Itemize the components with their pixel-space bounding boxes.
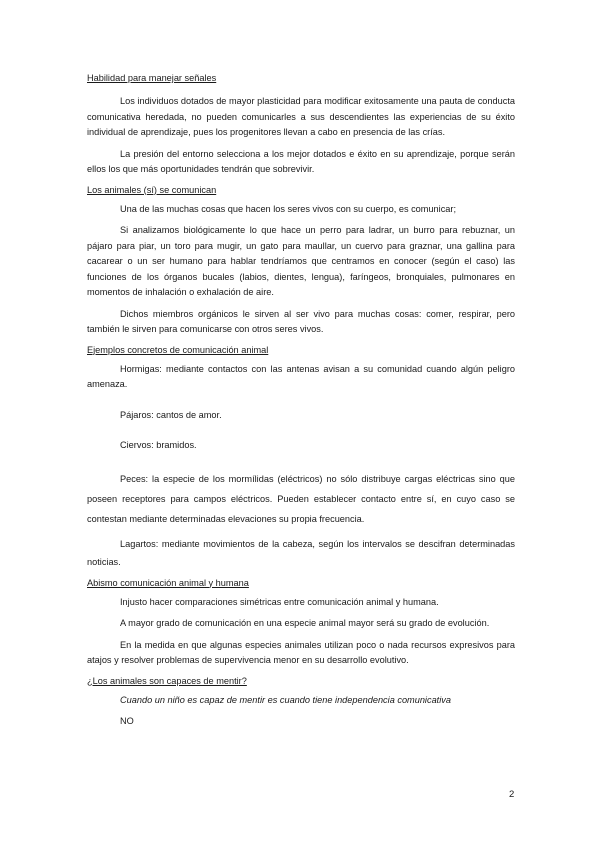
section-heading: Abismo comunicación animal y humana bbox=[87, 577, 249, 588]
paragraph: Cuando un niño es capaz de mentir es cuando tiene independencia comunicativa bbox=[120, 694, 451, 705]
paragraph: Hormigas: mediante contactos con las antenas avisan a su comunidad cuando algún peligro amenaza. bbox=[87, 363, 515, 389]
paragraph: La presión del entorno selecciona a los mejor dotados e éxito en su aprendizaje, porque serán ellos los que más oportunidades tendrán que sobrevivir. bbox=[87, 148, 515, 174]
paragraph: En la medida en que algunas especies animales utilizan poco o nada recursos expresivos para atajos y resolver problemas de supervivencia menor en su desarrollo evolutivo. bbox=[87, 639, 515, 665]
paragraph: Injusto hacer comparaciones simétricas entre comunicación animal y humana. bbox=[120, 596, 439, 607]
page-number: 2 bbox=[509, 789, 515, 800]
section-heading: Ejemplos concretos de comunicación animal bbox=[87, 344, 269, 355]
paragraph: Pájaros: cantos de amor. bbox=[120, 409, 222, 420]
paragraph: Una de las muchas cosas que hacen los seres vivos con su cuerpo, es comunicar; bbox=[120, 203, 457, 214]
paragraph: Peces: la especie de los mormílidas (eléctricos) no sólo distribuye cargas eléctricas sino que poseen receptores para campos eléctricos. Pueden establecer contacto entre sí, en cuyo caso se contestan mediante determinadas elevaciones su propia frecuencia. bbox=[87, 473, 515, 524]
paragraph: Dichos miembros orgánicos le sirven al ser vivo para muchas cosas: comer, respirar, pero también le sirven para comunicarse con otros seres vivos. bbox=[87, 308, 515, 334]
section-heading: ¿Los animales son capaces de mentir? bbox=[87, 675, 247, 686]
paragraph: NO bbox=[120, 716, 134, 726]
document-page bbox=[87, 72, 515, 730]
paragraph: Si analizamos biológicamente lo que hace un perro para ladrar, un burro para rebuznar, un pájaro para piar, un toro para mugir, un gato para maullar, un cuervo para graznar, una gallina para cacarear o un ser humano para hablar tendríamos que centramos en conocer (según el caso) las funciones de los órganos bucales (labios, dientes, lengua), faríngeos, bronquiales, pulmonares en momentos de inhalación o exhalación de aire. bbox=[87, 225, 515, 297]
paragraph: A mayor grado de comunicación en una especie animal mayor será su grado de evolución. bbox=[120, 618, 490, 628]
paragraph: Ciervos: bramidos. bbox=[120, 440, 197, 450]
section-heading: Los animales (sí) se comunican bbox=[87, 184, 217, 195]
paragraph: Los individuos dotados de mayor plasticidad para modificar exitosamente una pauta de conducta comunicativa heredada, no pueden comunicarles a sus descendientes las experiencias de su éxito individual de aprendizaje, pues los progenitores llevan a cabo en presencia de las crías. bbox=[87, 96, 515, 137]
paragraph: Lagartos: mediante movimientos de la cabeza, según los intervalos se descifran determinadas noticias. bbox=[87, 538, 515, 567]
section-heading: Habilidad para manejar señales bbox=[87, 73, 217, 83]
